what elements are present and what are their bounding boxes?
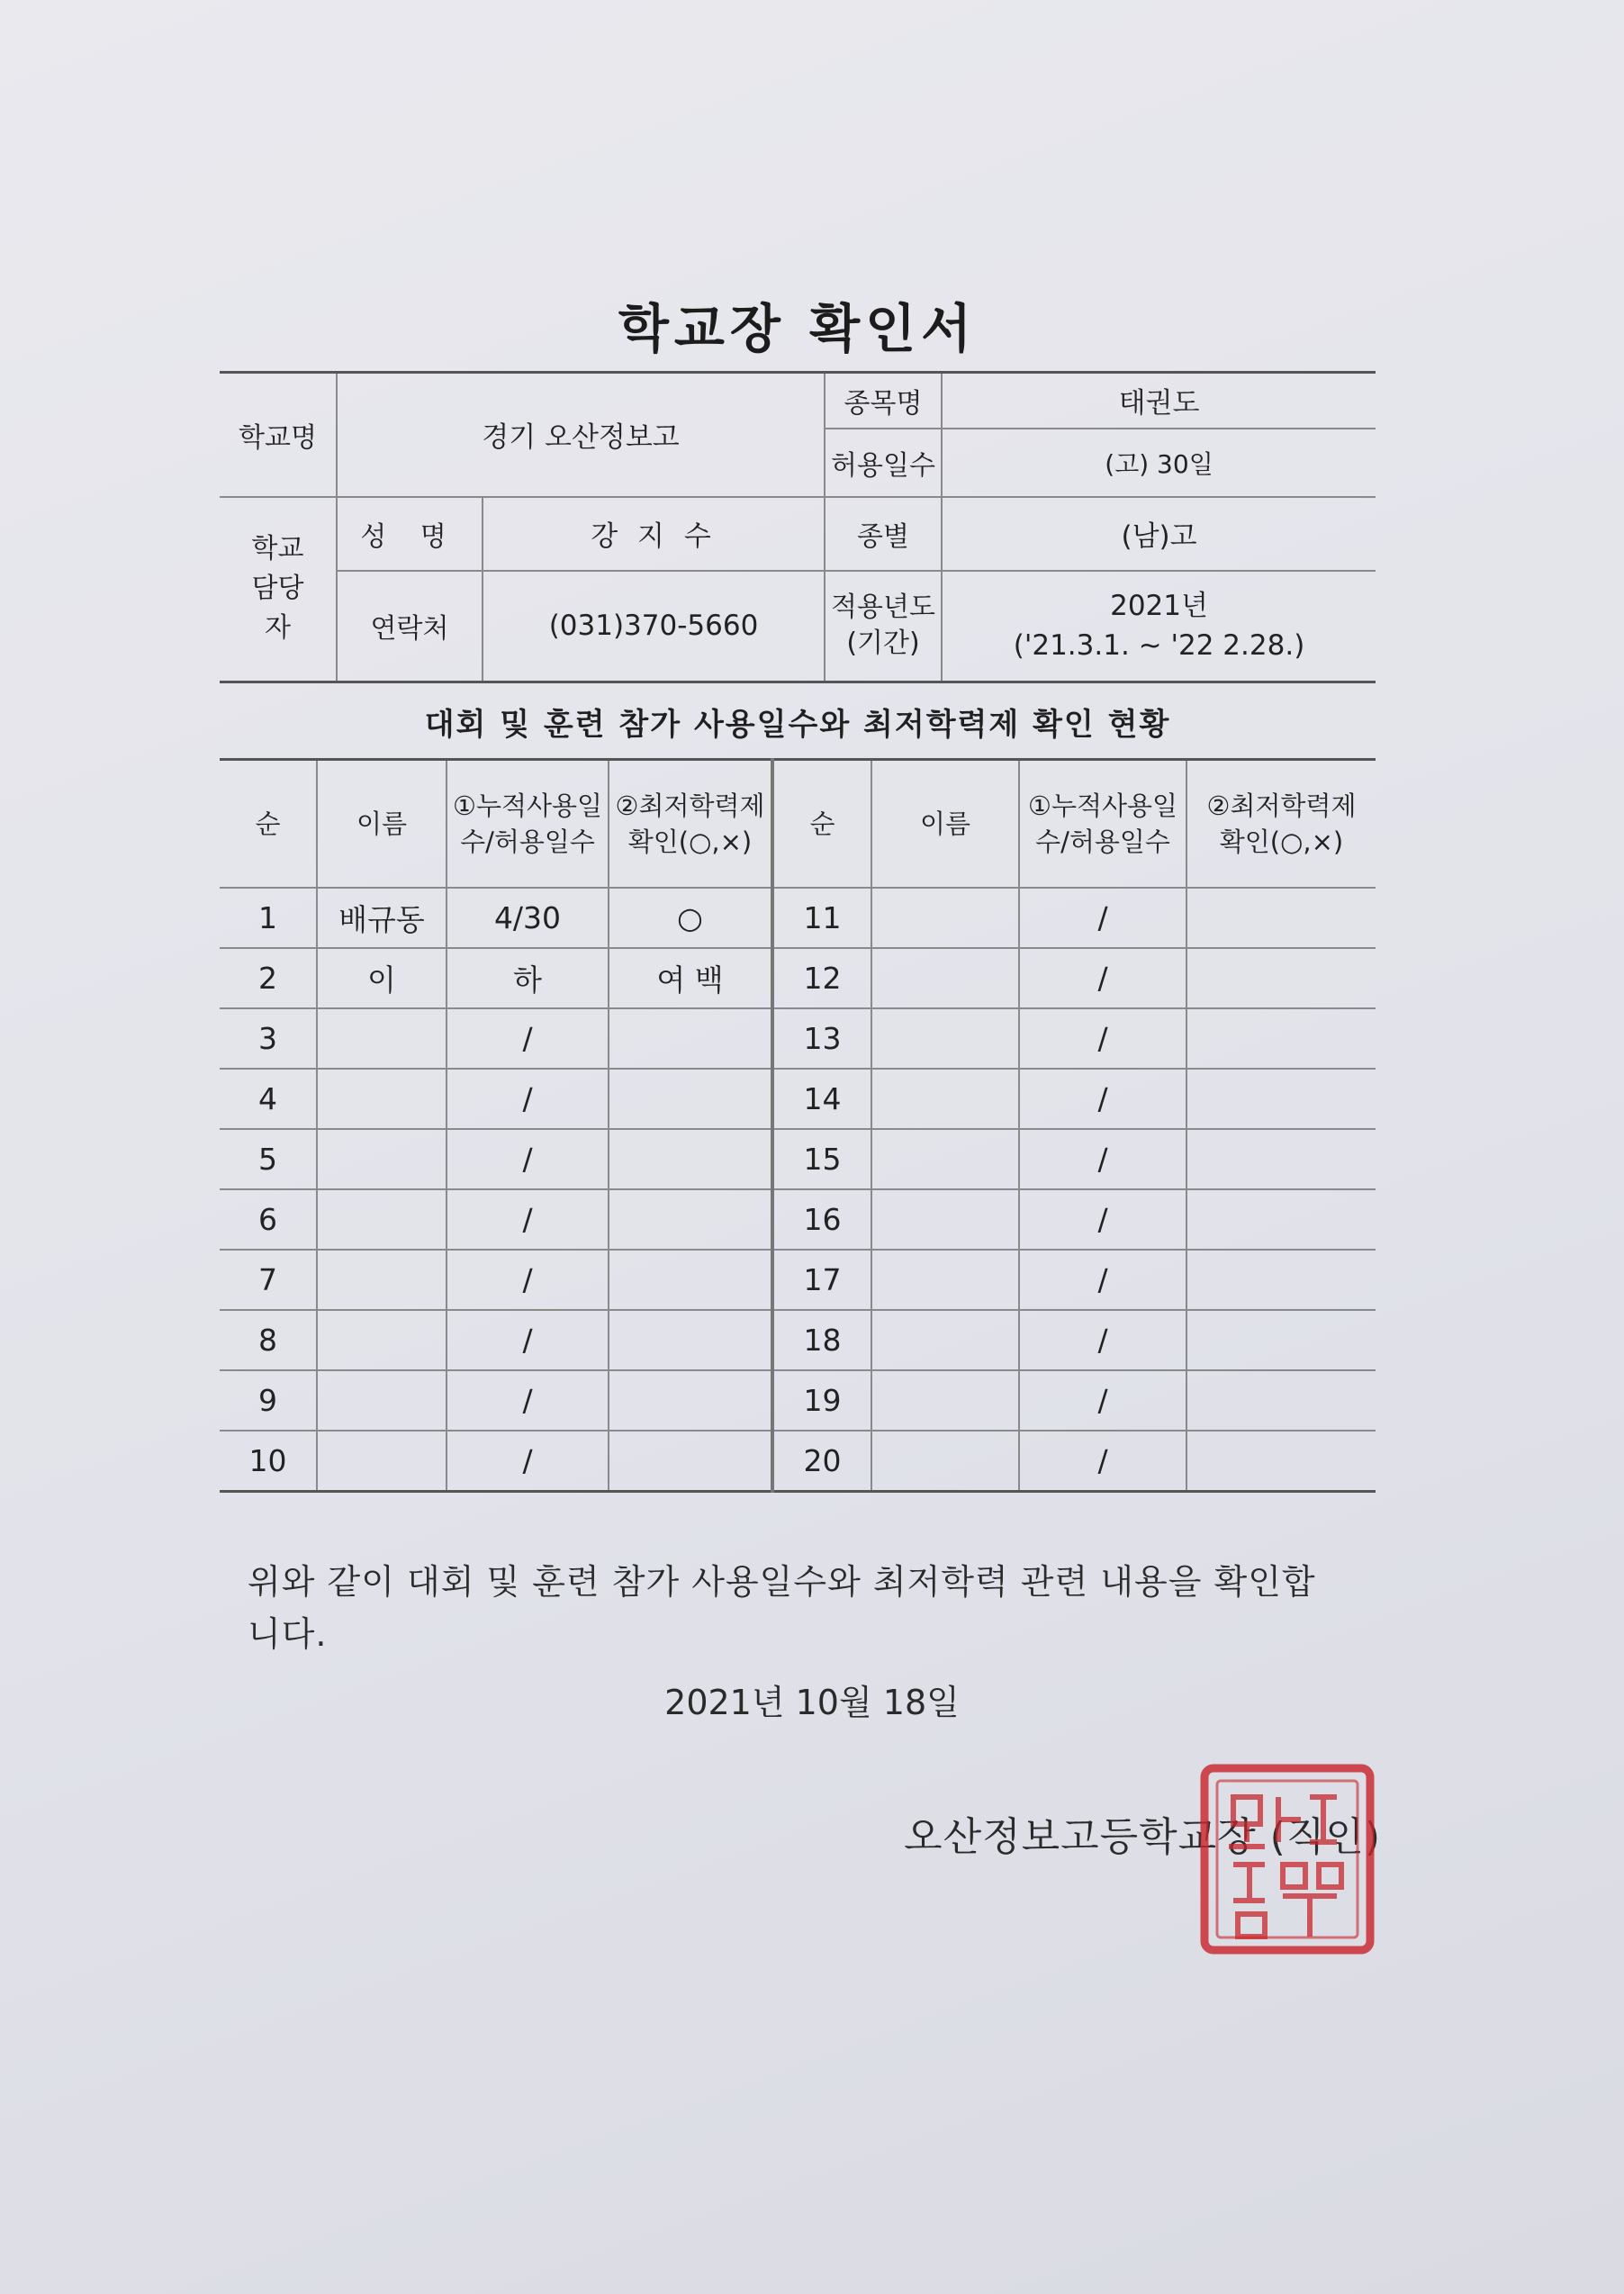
allowed-days-value: (고) 30일 — [942, 429, 1376, 497]
year-label — [825, 571, 942, 682]
name-value: 강 지 수 — [483, 497, 825, 571]
type-label: 종별 — [825, 497, 942, 571]
header-days — [447, 760, 609, 889]
cell-right-name — [871, 1370, 1019, 1431]
cell-left-name — [317, 1129, 447, 1189]
cell-right-no: 19 — [772, 1370, 871, 1431]
table-row — [220, 948, 1376, 1008]
year-label-text: 적용년도 (기간) — [831, 592, 935, 660]
manager-label — [220, 497, 337, 682]
sport-value: 태권도 — [942, 373, 1376, 429]
cell-left-days: / — [447, 1250, 609, 1310]
cell-right-name — [871, 1069, 1019, 1129]
cell-left-name — [317, 1069, 447, 1129]
year-value: 2021년 — [1110, 590, 1208, 623]
table-row — [220, 1069, 1376, 1129]
cell-left-days: / — [447, 1008, 609, 1069]
cell-left-days: / — [447, 1189, 609, 1250]
cell-left-no: 9 — [220, 1370, 317, 1431]
header-check-text: ②최저학력제 확인(○,×) — [615, 790, 765, 857]
cell-right-no: 20 — [772, 1431, 871, 1492]
cell-right-name — [871, 1129, 1019, 1189]
document-title: 학교장 확인서 — [618, 298, 978, 359]
cell-left-check: ○ — [609, 888, 772, 948]
list-title: 대회 및 훈련 참가 사용일수와 최저학력제 확인 현황 — [424, 707, 1171, 743]
cell-right-no: 13 — [772, 1008, 871, 1069]
cell-right-days: / — [1019, 1069, 1186, 1129]
school-value: 경기 오산정보고 — [337, 373, 825, 497]
cell-right-no: 17 — [772, 1250, 871, 1310]
table-row — [220, 1129, 1376, 1189]
header-check — [609, 760, 772, 889]
header-days-right-text: ①누적사용일 수/허용일수 — [1027, 790, 1178, 857]
header-name: 이름 — [317, 760, 447, 889]
cell-right-no: 15 — [772, 1129, 871, 1189]
cell-left-no: 4 — [220, 1069, 317, 1129]
type-value: (남)고 — [942, 497, 1376, 571]
header-days-text: ①누적사용일 수/허용일수 — [452, 790, 603, 857]
cell-left-check — [609, 1189, 772, 1250]
cell-right-no: 14 — [772, 1069, 871, 1129]
cell-right-name — [871, 888, 1019, 948]
cell-left-name — [317, 1189, 447, 1250]
cell-right-days: / — [1019, 1310, 1186, 1370]
cell-right-no: 12 — [772, 948, 871, 1008]
contact-value: (031)370-5660 — [483, 571, 825, 682]
official-seal-stamp — [1197, 1761, 1377, 1957]
cell-right-check — [1186, 1431, 1376, 1492]
cell-left-name — [317, 1310, 447, 1370]
cell-left-name: 이 — [317, 948, 447, 1008]
cell-right-check — [1186, 948, 1376, 1008]
cell-left-no: 3 — [220, 1008, 317, 1069]
header-no-right: 순 — [772, 760, 871, 889]
cell-right-name — [871, 948, 1019, 1008]
cell-left-days: / — [447, 1431, 609, 1492]
cell-right-name — [871, 1189, 1019, 1250]
cell-right-days: / — [1019, 1431, 1186, 1492]
cell-right-check — [1186, 888, 1376, 948]
header-no: 순 — [220, 760, 317, 889]
cell-right-no: 11 — [772, 888, 871, 948]
header-name-right: 이름 — [871, 760, 1019, 889]
cell-left-check — [609, 1370, 772, 1431]
cell-right-name — [871, 1431, 1019, 1492]
cell-left-check — [609, 1008, 772, 1069]
document — [220, 286, 1376, 1493]
table-row — [220, 888, 1376, 948]
cell-right-check — [1186, 1008, 1376, 1069]
contact-label: 연락처 — [337, 571, 483, 682]
header-days-right — [1019, 760, 1186, 889]
manager-label-text: 학교 담당자 — [251, 533, 304, 645]
cell-right-days: / — [1019, 1008, 1186, 1069]
cell-right-check — [1186, 1189, 1376, 1250]
table-row — [220, 1250, 1376, 1310]
header-check-right-text: ②최저학력제 확인(○,×) — [1206, 790, 1357, 857]
cell-right-days: / — [1019, 888, 1186, 948]
cell-right-days: / — [1019, 1129, 1186, 1189]
cell-right-check — [1186, 1069, 1376, 1129]
cell-left-no: 10 — [220, 1431, 317, 1492]
cell-left-days: 4/30 — [447, 888, 609, 948]
cell-right-check — [1186, 1250, 1376, 1310]
cell-left-name: 배규동 — [317, 888, 447, 948]
cell-left-check — [609, 1310, 772, 1370]
cell-left-check — [609, 1431, 772, 1492]
cell-left-no: 5 — [220, 1129, 317, 1189]
cell-left-no: 1 — [220, 888, 317, 948]
cell-right-no: 18 — [772, 1310, 871, 1370]
cell-left-name — [317, 1008, 447, 1069]
name-label: 성 명 — [337, 497, 483, 571]
signer-line: 오산정보고등학교장 (직인) — [904, 1814, 1381, 1860]
cell-right-days: / — [1019, 1370, 1186, 1431]
cell-left-check — [609, 1129, 772, 1189]
cell-left-days: / — [447, 1370, 609, 1431]
cell-right-name — [871, 1250, 1019, 1310]
cell-right-check — [1186, 1310, 1376, 1370]
cell-left-days: / — [447, 1129, 609, 1189]
cell-left-days: 하 — [447, 948, 609, 1008]
header-check-right — [1186, 760, 1376, 889]
period-value: ('21.3.1. ~ '22 2.28.) — [1013, 629, 1305, 663]
table-row — [220, 1008, 1376, 1069]
table-row — [220, 1310, 1376, 1370]
school-label: 학교명 — [220, 373, 337, 497]
cell-right-days: / — [1019, 948, 1186, 1008]
cell-left-name — [317, 1431, 447, 1492]
cell-right-check — [1186, 1370, 1376, 1431]
issue-date: 2021년 10월 18일 — [664, 1683, 960, 1722]
cell-left-no: 8 — [220, 1310, 317, 1370]
cell-right-days: / — [1019, 1250, 1186, 1310]
cell-left-check — [609, 1250, 772, 1310]
cell-right-days: / — [1019, 1189, 1186, 1250]
cell-right-check — [1186, 1129, 1376, 1189]
cell-left-no: 2 — [220, 948, 317, 1008]
cell-left-days: / — [447, 1069, 609, 1129]
cell-left-days: / — [447, 1310, 609, 1370]
table-row — [220, 1431, 1376, 1492]
cell-left-no: 6 — [220, 1189, 317, 1250]
seal-glyphs — [1229, 1797, 1341, 1937]
year-cell — [942, 571, 1376, 682]
confirmation-statement: 위와 같이 대회 및 훈련 참가 사용일수와 최저학력 관련 내용을 확인합니다. — [248, 1562, 1316, 1654]
table-row — [220, 1189, 1376, 1250]
participation-table — [220, 758, 1376, 1493]
allowed-days-label: 허용일수 — [825, 429, 942, 497]
table-row — [220, 1370, 1376, 1431]
cell-right-name — [871, 1310, 1019, 1370]
cell-left-check — [609, 1069, 772, 1129]
table-header-row — [220, 760, 1376, 889]
school-info-table — [220, 371, 1376, 683]
cell-left-check: 여 백 — [609, 948, 772, 1008]
sport-label: 종목명 — [825, 373, 942, 429]
cell-right-no: 16 — [772, 1189, 871, 1250]
cell-left-no: 7 — [220, 1250, 317, 1310]
seal-border — [1204, 1768, 1370, 1950]
cell-left-name — [317, 1250, 447, 1310]
cell-right-name — [871, 1008, 1019, 1069]
cell-left-name — [317, 1370, 447, 1431]
